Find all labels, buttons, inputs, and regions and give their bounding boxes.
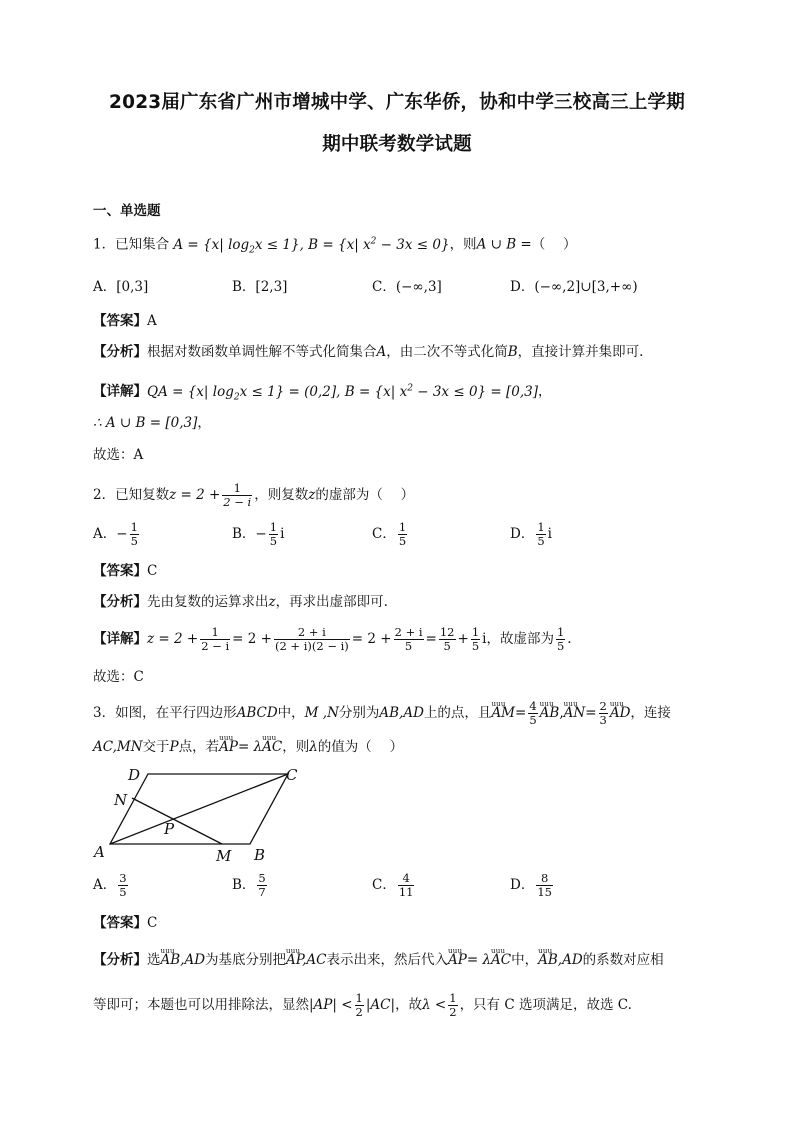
section-heading: 一、单选题 xyxy=(93,203,161,219)
label-p: P xyxy=(164,820,175,838)
q1-detail-line-1: 【详解】QA = {x| $\log_2x \le 1\} = (0,2]$, B = {x| $x^2 - 3x \le 0\} = [0,3]$， xyxy=(93,383,552,403)
label-a: A xyxy=(94,843,105,861)
document-title-line-1: 2023届广东省广州市增城中学、广东华侨，协和中学三校高三上学期 xyxy=(109,92,685,113)
q3-analysis-line-2: 等即可；本题也可以用排除法，显然|AP| < $\frac{1}{2}$ |AC|，故λ < $\frac{1}{2}$ ，只有 C 选项满足，故选 C. xyxy=(93,991,632,1019)
q2-analysis: 【分析】先由复数的运算求出z，再求出虚部即可. xyxy=(93,594,388,610)
q3-option-a: A． $\frac{3}{5}$ xyxy=(93,871,127,899)
q1-answer: 【答案】A xyxy=(93,313,157,329)
q1-detail-line-2: ∴ A ∪ B = [0,3]， xyxy=(93,415,211,431)
q3-option-c: C． $\frac{4}{11}$ xyxy=(372,871,414,899)
q3-option-d: D． $\frac{8}{15}$ xyxy=(510,871,552,899)
label-c: C xyxy=(286,766,298,784)
q1-analysis: 【分析】根据对数函数单调性解不等式化简集合A，由二次不等式化简B，直接计算并集即可. xyxy=(93,344,644,360)
q1-option-c: C．(−∞,3] xyxy=(372,279,442,295)
q2-option-b: B．− $\frac{1}{5}$ i xyxy=(232,520,285,548)
q1-option-d: D．(−∞,2]∪[3,+∞) xyxy=(510,279,638,295)
label-m: M xyxy=(216,847,232,865)
q1-stem: 1．已知集合 A = {x| $\log_2x \le 1$}, B = {x| $x^2 - 3x \le 0$}，则A ∪ B =（ ） xyxy=(93,236,577,256)
q1-option-a: A．[0,3] xyxy=(93,279,149,295)
label-b: B xyxy=(254,846,266,864)
q3-analysis-line-1: 【分析】选u u u AB,AD为基底分别把u u u AP,AC表示出来，然后代入u u u AP= λu u u AC中，u u u AB,AD的系数对应相 xyxy=(93,950,664,970)
q1-choose: 故选：A xyxy=(93,447,144,463)
q3-answer: 【答案】C xyxy=(93,915,158,931)
q3-stem-line-1: 3．如图，在平行四边形ABCD中，M ,N分别为AB,AD上的点，且u u u AM= $\frac{4}{5}$ u u u AB,u u u AN= $\frac{2}{3}$ u u u AD，连接 xyxy=(93,700,671,727)
q2-option-a: A．− $\frac{1}{5}$ xyxy=(93,520,138,548)
segment-ac xyxy=(110,774,288,844)
parallelogram-figure xyxy=(88,760,328,870)
q2-detail: 【详解】z = 2 + $\frac{1}{2 - i}$ = 2 + $\frac{2 + i}{(2 + i)(2 - i)}$ = 2 + $\frac{2 + i}{5}$ = $\frac{12}{5}$ + $\frac{1}{5}$ i，故虚部为 $\frac{1}{5}$ . xyxy=(93,625,572,653)
q2-choose: 故选：C xyxy=(93,669,144,685)
document-title-line-2: 期中联考数学试题 xyxy=(322,134,472,155)
q2-answer: 【答案】C xyxy=(93,563,158,579)
q1-option-b: B．[2,3] xyxy=(232,279,288,295)
q2-option-c: C． $\frac{1}{5}$ xyxy=(372,520,407,548)
q1-set-a: A = {x| $\log_2x \le 1$}, B = {x| $x^2 - 3x \le 0$} xyxy=(173,236,450,256)
q3-stem-line-2: AC,MN交于P点，若u u u AP= λu u u AC，则λ的值为（ ） xyxy=(93,737,403,757)
label-d: D xyxy=(128,766,141,784)
q3-option-b: B． $\frac{5}{7}$ xyxy=(232,871,266,899)
q2-option-d: D． $\frac{1}{5}$ i xyxy=(510,520,552,548)
label-n: N xyxy=(114,791,128,809)
q2-stem: 2．已知复数z = 2 + $\frac{1}{2 - i}$ ，则复数z的虚部为（ ） xyxy=(93,481,415,509)
